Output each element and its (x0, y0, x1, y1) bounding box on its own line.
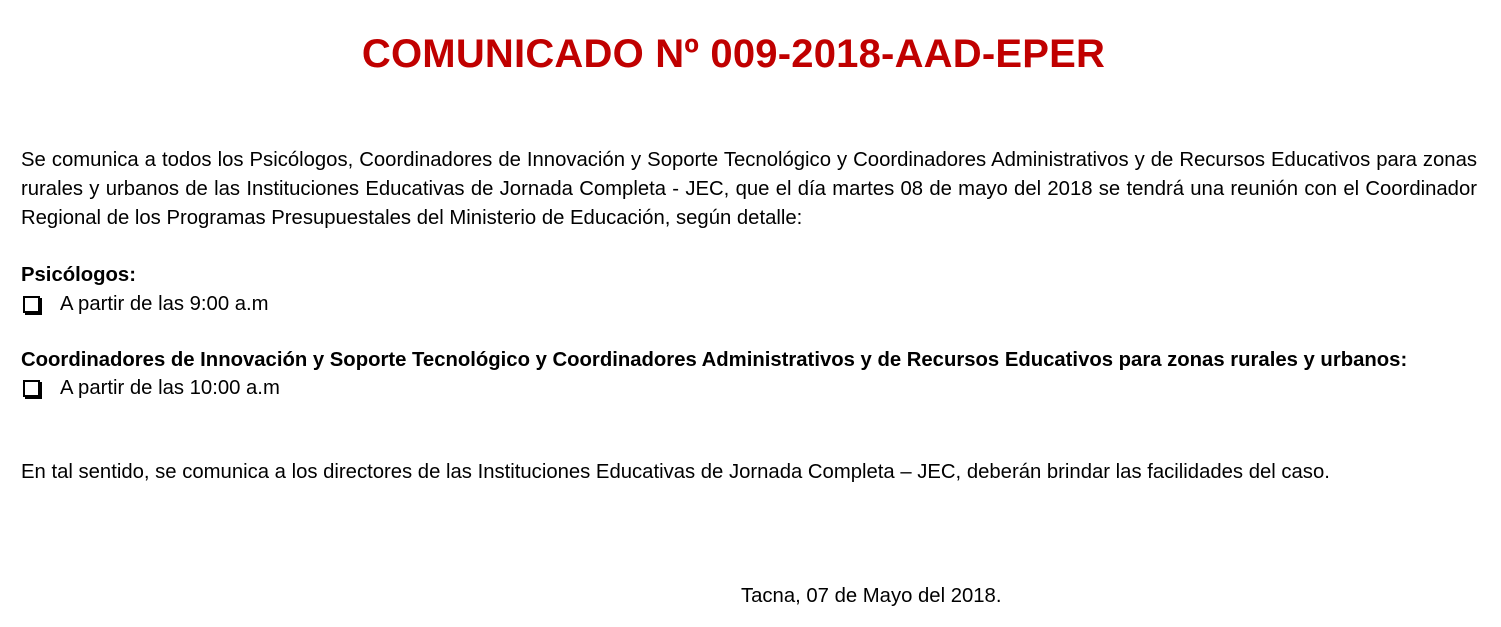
section-heading-coordinadores: Coordinadores de Innovación y Soporte Tecnológico y Coordinadores Administrativos y de Recursos Educativos para zonas rurales y urbanos: (21, 349, 1408, 371)
list-item-text: A partir de las 10:00 a.m (60, 377, 280, 399)
document-title: COMUNICADO Nº 009-2018-AAD-EPER (361, 32, 1106, 76)
list-item (21, 374, 280, 402)
section-heading-psicologos: Psicólogos: (21, 264, 136, 286)
checkbox-bullet-icon (23, 296, 40, 313)
intro-paragraph: Se comunica a todos los Psicólogos, Coordinadores de Innovación y Soporte Tecnológico y Coordinadores Administrativos y de Recursos Educativos para zonas rurales y urbanos de las Instituciones Educativas de Jornada Completa - JEC, que el día martes 08 de mayo del 2018 se tendrá una reunión con el Coordinador Regional de los Programas Presupuestales del Ministerio de Educación, según detalle: (21, 149, 1477, 229)
list-item (21, 290, 269, 318)
closing-paragraph: En tal sentido, se comunica a los directores de las Instituciones Educativas de Jornada Completa – JEC, deberán brindar las facilidades del caso. (21, 461, 1330, 483)
checkbox-bullet-icon (23, 380, 40, 397)
place-date: Tacna, 07 de Mayo del 2018. (741, 585, 1002, 607)
list-item-text: A partir de las 9:00 a.m (60, 293, 269, 315)
